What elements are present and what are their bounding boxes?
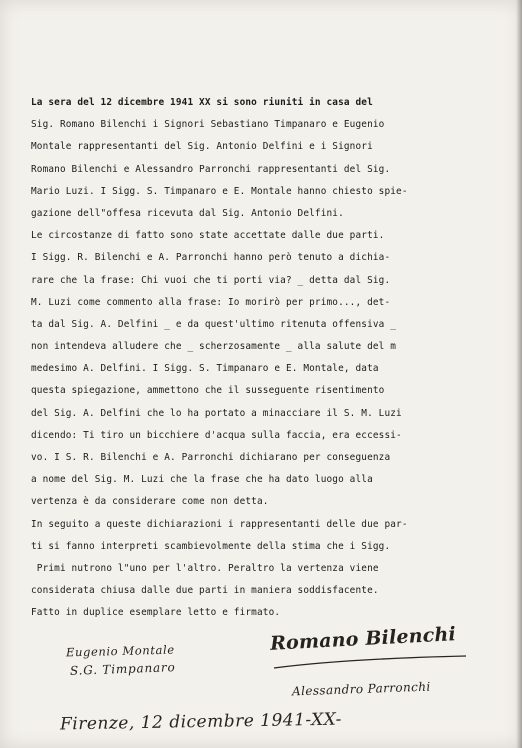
text-line: Sig. Romano Bilenchi i Signori Sebastiano Timpanaro e Eugenio (31, 119, 385, 131)
text-line: In seguito a queste dichiarazioni i rappresentanti delle due par- (31, 518, 408, 530)
text-line: vo. I S. R. Bilenchi e A. Parronchi dichiarano per conseguenza (31, 452, 391, 463)
text-line: Montale rappresentanti del Sig. Antonio Delfini e i Signori (31, 141, 373, 153)
text-line: I Sigg. R. Bilenchi e A. Parronchi hanno però tenuto a dichia- (31, 252, 391, 264)
text-line: dicendo: Ti tiro un bicchiere d'acqua sulla faccia, era eccessi- (31, 429, 402, 441)
signature-montale: Eugenio Montale (65, 642, 175, 660)
signature-parronchi: Alessandro Parronchi (291, 679, 431, 699)
page-edge-shadow (516, 0, 522, 748)
typewritten-body (31, 92, 509, 625)
text-line: del Sig. A. Delfini che lo ha portato a minacciare il S. M. Luzi (31, 407, 402, 419)
handwritten-date: Firenze, 12 dicembre 1941-XX- (59, 709, 343, 735)
text-line: rare che la frase: Chi vuoi che ti porti via? _ detta dal Sig. (31, 274, 391, 286)
text-line: M. Luzi come commento alla frase: Io morirò per primo..., det- (31, 296, 391, 308)
text-line: a nome del Sig. M. Luzi che la frase che ha dato luogo alla (31, 474, 373, 486)
text-line: questa spiegazione, ammettono che il susseguente risentimento (31, 385, 385, 397)
text-line: medesimo A. Delfini. I Sigg. S. Timpanaro e E. Montale, data (31, 363, 379, 375)
text-line: Le circostanze di fatto sono state accettate dalle due parti. (31, 230, 385, 242)
text-line: Fatto in duplice esemplare letto e firmato. (31, 607, 281, 619)
text-line: Mario Luzi. I Sigg. S. Timpanaro e E. Montale hanno chiesto spie- (31, 185, 408, 197)
signature-timpanaro: S.G. Timpanaro (69, 660, 176, 678)
text-line: Primi nutrono l"uno per l'altro. Peraltro la vertenza viene (31, 562, 379, 574)
signature-bilenchi: Romano Bilenchi (269, 623, 457, 655)
text-line: vertenza è da considerare come non detta. (31, 496, 269, 508)
text-line: Romano Bilenchi e Alessandro Parronchi rappresentanti del Sig. (31, 163, 391, 175)
text-line: ta dal Sig. A. Delfini _ e da quest'ultimo ritenuta offensiva _ (31, 318, 397, 330)
text-line: ti si fanno interpreti scambievolmente della stima che i Sigg. (31, 540, 391, 552)
signature-flourish (270, 654, 470, 674)
text-line: gazione dell"offesa ricevuta dal Sig. Antonio Delfini. (31, 207, 344, 219)
text-line: non intendeva alludere che _ scherzosamente _ alla salute del m (31, 341, 397, 353)
text-line: La sera del 12 dicembre 1941 XX si sono riuniti in casa del (31, 97, 373, 108)
text-line: considerata chiusa dalle due parti in maniera soddisfacente. (31, 585, 379, 597)
